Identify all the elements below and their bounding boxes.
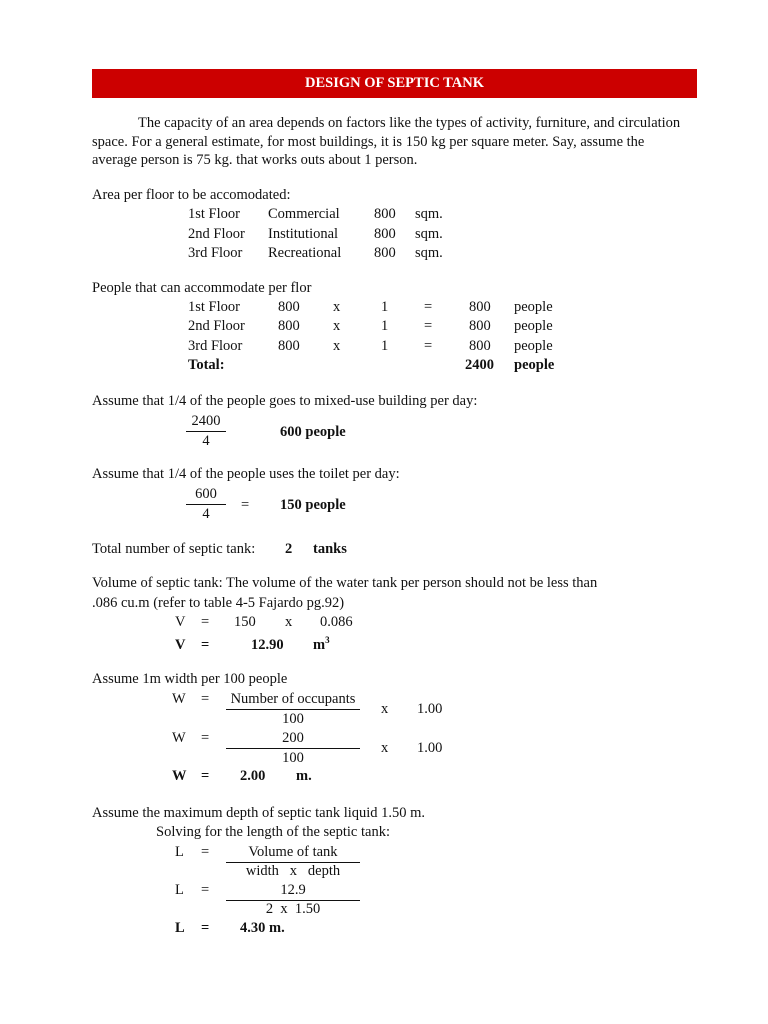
people-eq: = bbox=[424, 338, 433, 354]
width-eq-2: = bbox=[201, 730, 210, 746]
people-a: 800 bbox=[278, 338, 300, 354]
width-op: x bbox=[381, 701, 389, 717]
toilet-denominator: 4 bbox=[202, 506, 210, 522]
total-value: 2400 bbox=[465, 357, 494, 373]
area-use: Institutional bbox=[268, 226, 339, 242]
people-unit: people bbox=[514, 318, 553, 334]
area-unit: sqm. bbox=[415, 226, 443, 242]
area-value: 800 bbox=[374, 245, 396, 261]
area-use: Commercial bbox=[268, 206, 340, 222]
width-var-result: W bbox=[172, 768, 187, 784]
area-use: Recreational bbox=[268, 245, 342, 261]
area-floor: 3rd Floor bbox=[188, 245, 243, 261]
tanks-value: 2 bbox=[285, 541, 293, 557]
volume-op: x bbox=[285, 614, 293, 630]
length-numerator: Volume of tank bbox=[248, 844, 338, 860]
mixed-use-numerator: 2400 bbox=[191, 413, 221, 429]
width-heading: Assume 1m width per 100 people bbox=[92, 671, 288, 687]
mixed-use-denominator: 4 bbox=[202, 433, 210, 449]
fraction-bar bbox=[226, 748, 360, 749]
toilet-numerator: 600 bbox=[195, 486, 217, 502]
page-title: DESIGN OF SEPTIC TANK bbox=[92, 69, 697, 98]
tanks-unit: tanks bbox=[313, 541, 347, 557]
toilet-text: Assume that 1/4 of the people uses the toilet per day: bbox=[92, 466, 400, 482]
length-eq-2: = bbox=[201, 882, 210, 898]
volume-unit-base: m bbox=[313, 637, 326, 653]
width-numerator: Number of occupants bbox=[230, 691, 356, 707]
volume-b: 0.086 bbox=[320, 614, 353, 630]
width-denominator-2: 100 bbox=[282, 750, 304, 766]
width-result: 2.00 bbox=[240, 768, 266, 784]
volume-line1: Volume of septic tank: The volume of the water tank per person should not be less than bbox=[92, 575, 598, 591]
people-heading: People that can accommodate per flor bbox=[92, 280, 312, 296]
length-numerator-2: 12.9 bbox=[280, 882, 306, 898]
people-eq: = bbox=[424, 318, 433, 334]
people-a: 800 bbox=[278, 299, 300, 315]
people-op: x bbox=[333, 318, 341, 334]
width-unit: m. bbox=[296, 768, 312, 784]
width-factor-2: 1.00 bbox=[417, 740, 443, 756]
length-var-2: L bbox=[175, 882, 184, 898]
people-a: 800 bbox=[278, 318, 300, 334]
width-eq-result: = bbox=[201, 768, 210, 784]
volume-result: 12.90 bbox=[251, 637, 284, 653]
length-eq-result: = bbox=[201, 920, 210, 936]
area-floor: 1st Floor bbox=[188, 206, 240, 222]
people-result: 800 bbox=[469, 338, 491, 354]
length-denominator-2: 2 x 1.50 bbox=[265, 901, 321, 917]
volume-var-result: V bbox=[175, 637, 186, 653]
volume-eq: = bbox=[201, 614, 210, 630]
volume-a: 150 bbox=[234, 614, 256, 630]
people-b: 1 bbox=[381, 318, 389, 334]
volume-line2: .086 cu.m (refer to table 4-5 Fajardo pg.92) bbox=[92, 595, 345, 611]
length-eq: = bbox=[201, 844, 210, 860]
length-var: L bbox=[175, 844, 184, 860]
length-var-result: L bbox=[175, 920, 185, 936]
total-unit: people bbox=[514, 357, 555, 373]
fraction-bar bbox=[226, 709, 360, 710]
people-b: 1 bbox=[381, 299, 389, 315]
volume-eq-result: = bbox=[201, 637, 210, 653]
width-factor: 1.00 bbox=[417, 701, 443, 717]
people-op: x bbox=[333, 338, 341, 354]
total-label: Total: bbox=[188, 357, 225, 373]
toilet-result: 150 people bbox=[280, 497, 346, 513]
area-floor: 2nd Floor bbox=[188, 226, 245, 242]
people-result: 800 bbox=[469, 318, 491, 334]
area-unit: sqm. bbox=[415, 245, 443, 261]
people-eq: = bbox=[424, 299, 433, 315]
volume-unit-exponent: 3 bbox=[325, 635, 330, 646]
intro-paragraph: The capacity of an area depends on factors like the types of activity, furniture, and circulation space. For a general estimate, for most buildings, it is 150 kg per square meter. Say, assume the average person is 75 kg. that works outs about 1 person. bbox=[92, 115, 681, 168]
width-numerator-2: 200 bbox=[282, 730, 304, 746]
length-denominator: width x depth bbox=[245, 863, 341, 879]
people-result: 800 bbox=[469, 299, 491, 315]
people-floor: 1st Floor bbox=[188, 299, 240, 315]
mixed-use-text: Assume that 1/4 of the people goes to mixed-use building per day: bbox=[92, 393, 478, 409]
width-var-2: W bbox=[172, 730, 186, 746]
people-unit: people bbox=[514, 299, 553, 315]
width-op-2: x bbox=[381, 740, 389, 756]
area-value: 800 bbox=[374, 206, 396, 222]
length-result: 4.30 m. bbox=[240, 920, 285, 936]
width-eq: = bbox=[201, 691, 210, 707]
volume-unit bbox=[313, 637, 330, 654]
length-heading: Assume the maximum depth of septic tank liquid 1.50 m. bbox=[92, 805, 426, 821]
toilet-eq: = bbox=[241, 497, 250, 513]
people-op: x bbox=[333, 299, 341, 315]
people-floor: 3rd Floor bbox=[188, 338, 243, 354]
tanks-label: Total number of septic tank: bbox=[92, 541, 256, 557]
area-unit: sqm. bbox=[415, 206, 443, 222]
area-heading: Area per floor to be accomodated: bbox=[92, 187, 291, 203]
people-b: 1 bbox=[381, 338, 389, 354]
volume-var: V bbox=[175, 614, 186, 630]
fraction-bar bbox=[186, 504, 226, 505]
mixed-use-result: 600 people bbox=[280, 424, 346, 440]
width-denominator: 100 bbox=[282, 711, 304, 727]
area-value: 800 bbox=[374, 226, 396, 242]
people-floor: 2nd Floor bbox=[188, 318, 245, 334]
fraction-bar bbox=[186, 431, 226, 432]
people-unit: people bbox=[514, 338, 553, 354]
length-subheading: Solving for the length of the septic tank: bbox=[156, 824, 390, 840]
width-var: W bbox=[172, 691, 186, 707]
